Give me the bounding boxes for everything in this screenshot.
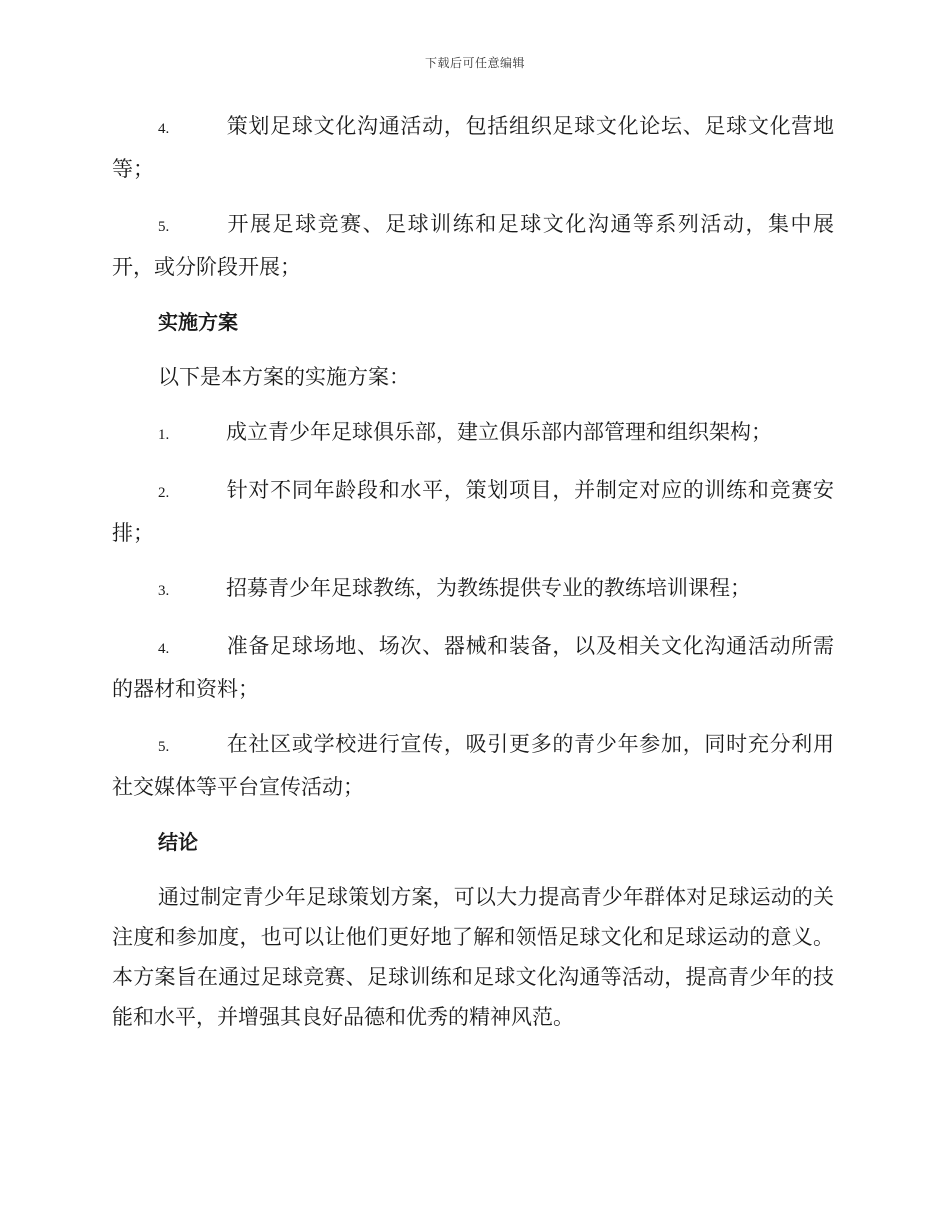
list-item [112, 412, 834, 455]
list-number: 4. [158, 121, 170, 137]
list-text: 针对不同年龄段和水平，策划项目，并制定对应的训练和竞赛安排； [112, 478, 834, 545]
list-number: 4. [158, 641, 170, 657]
list-number: 1. [158, 427, 170, 443]
list-number: 2. [158, 485, 170, 501]
list-text: 招募青少年足球教练，为教练提供专业的教练培训课程； [226, 576, 751, 600]
list-item [112, 470, 834, 553]
list-text: 成立青少年足球俱乐部，建立俱乐部内部管理和组织架构； [226, 420, 772, 444]
list-item [112, 568, 834, 611]
conclusion-paragraph: 通过制定青少年足球策划方案，可以大力提高青少年群体对足球运动的关注度和参加度，也可以让他们更好地了解和领悟足球文化和足球运动的意义。本方案旨在通过足球竞赛、足球训练和足球文化沟通等活动，提高青少年的技能和水平，并增强其良好品德和优秀的精神风范。 [112, 885, 834, 1029]
list-number: 5. [158, 219, 170, 235]
section-heading-conclusion: 结论 [158, 830, 198, 854]
page-header: 下载后可任意编辑 [424, 56, 525, 70]
list-number: 5. [158, 739, 170, 755]
section-heading-implementation: 实施方案 [158, 310, 238, 334]
list-text: 开展足球竞赛、足球训练和足球文化沟通等系列活动，集中展开，或分阶段开展； [112, 212, 834, 279]
list-item [112, 106, 834, 189]
list-item [112, 724, 834, 807]
list-item [112, 626, 834, 709]
implementation-intro: 以下是本方案的实施方案： [158, 365, 410, 389]
list-number: 3. [158, 583, 170, 599]
list-text: 在社区或学校进行宣传，吸引更多的青少年参加，同时充分利用社交媒体等平台宣传活动； [112, 732, 834, 799]
list-text: 准备足球场地、场次、器械和装备，以及相关文化沟通活动所需的器材和资料； [112, 634, 834, 701]
list-text: 策划足球文化沟通活动，包括组织足球文化论坛、足球文化营地等； [112, 114, 834, 181]
document-body [112, 106, 834, 1052]
list-item [112, 204, 834, 287]
